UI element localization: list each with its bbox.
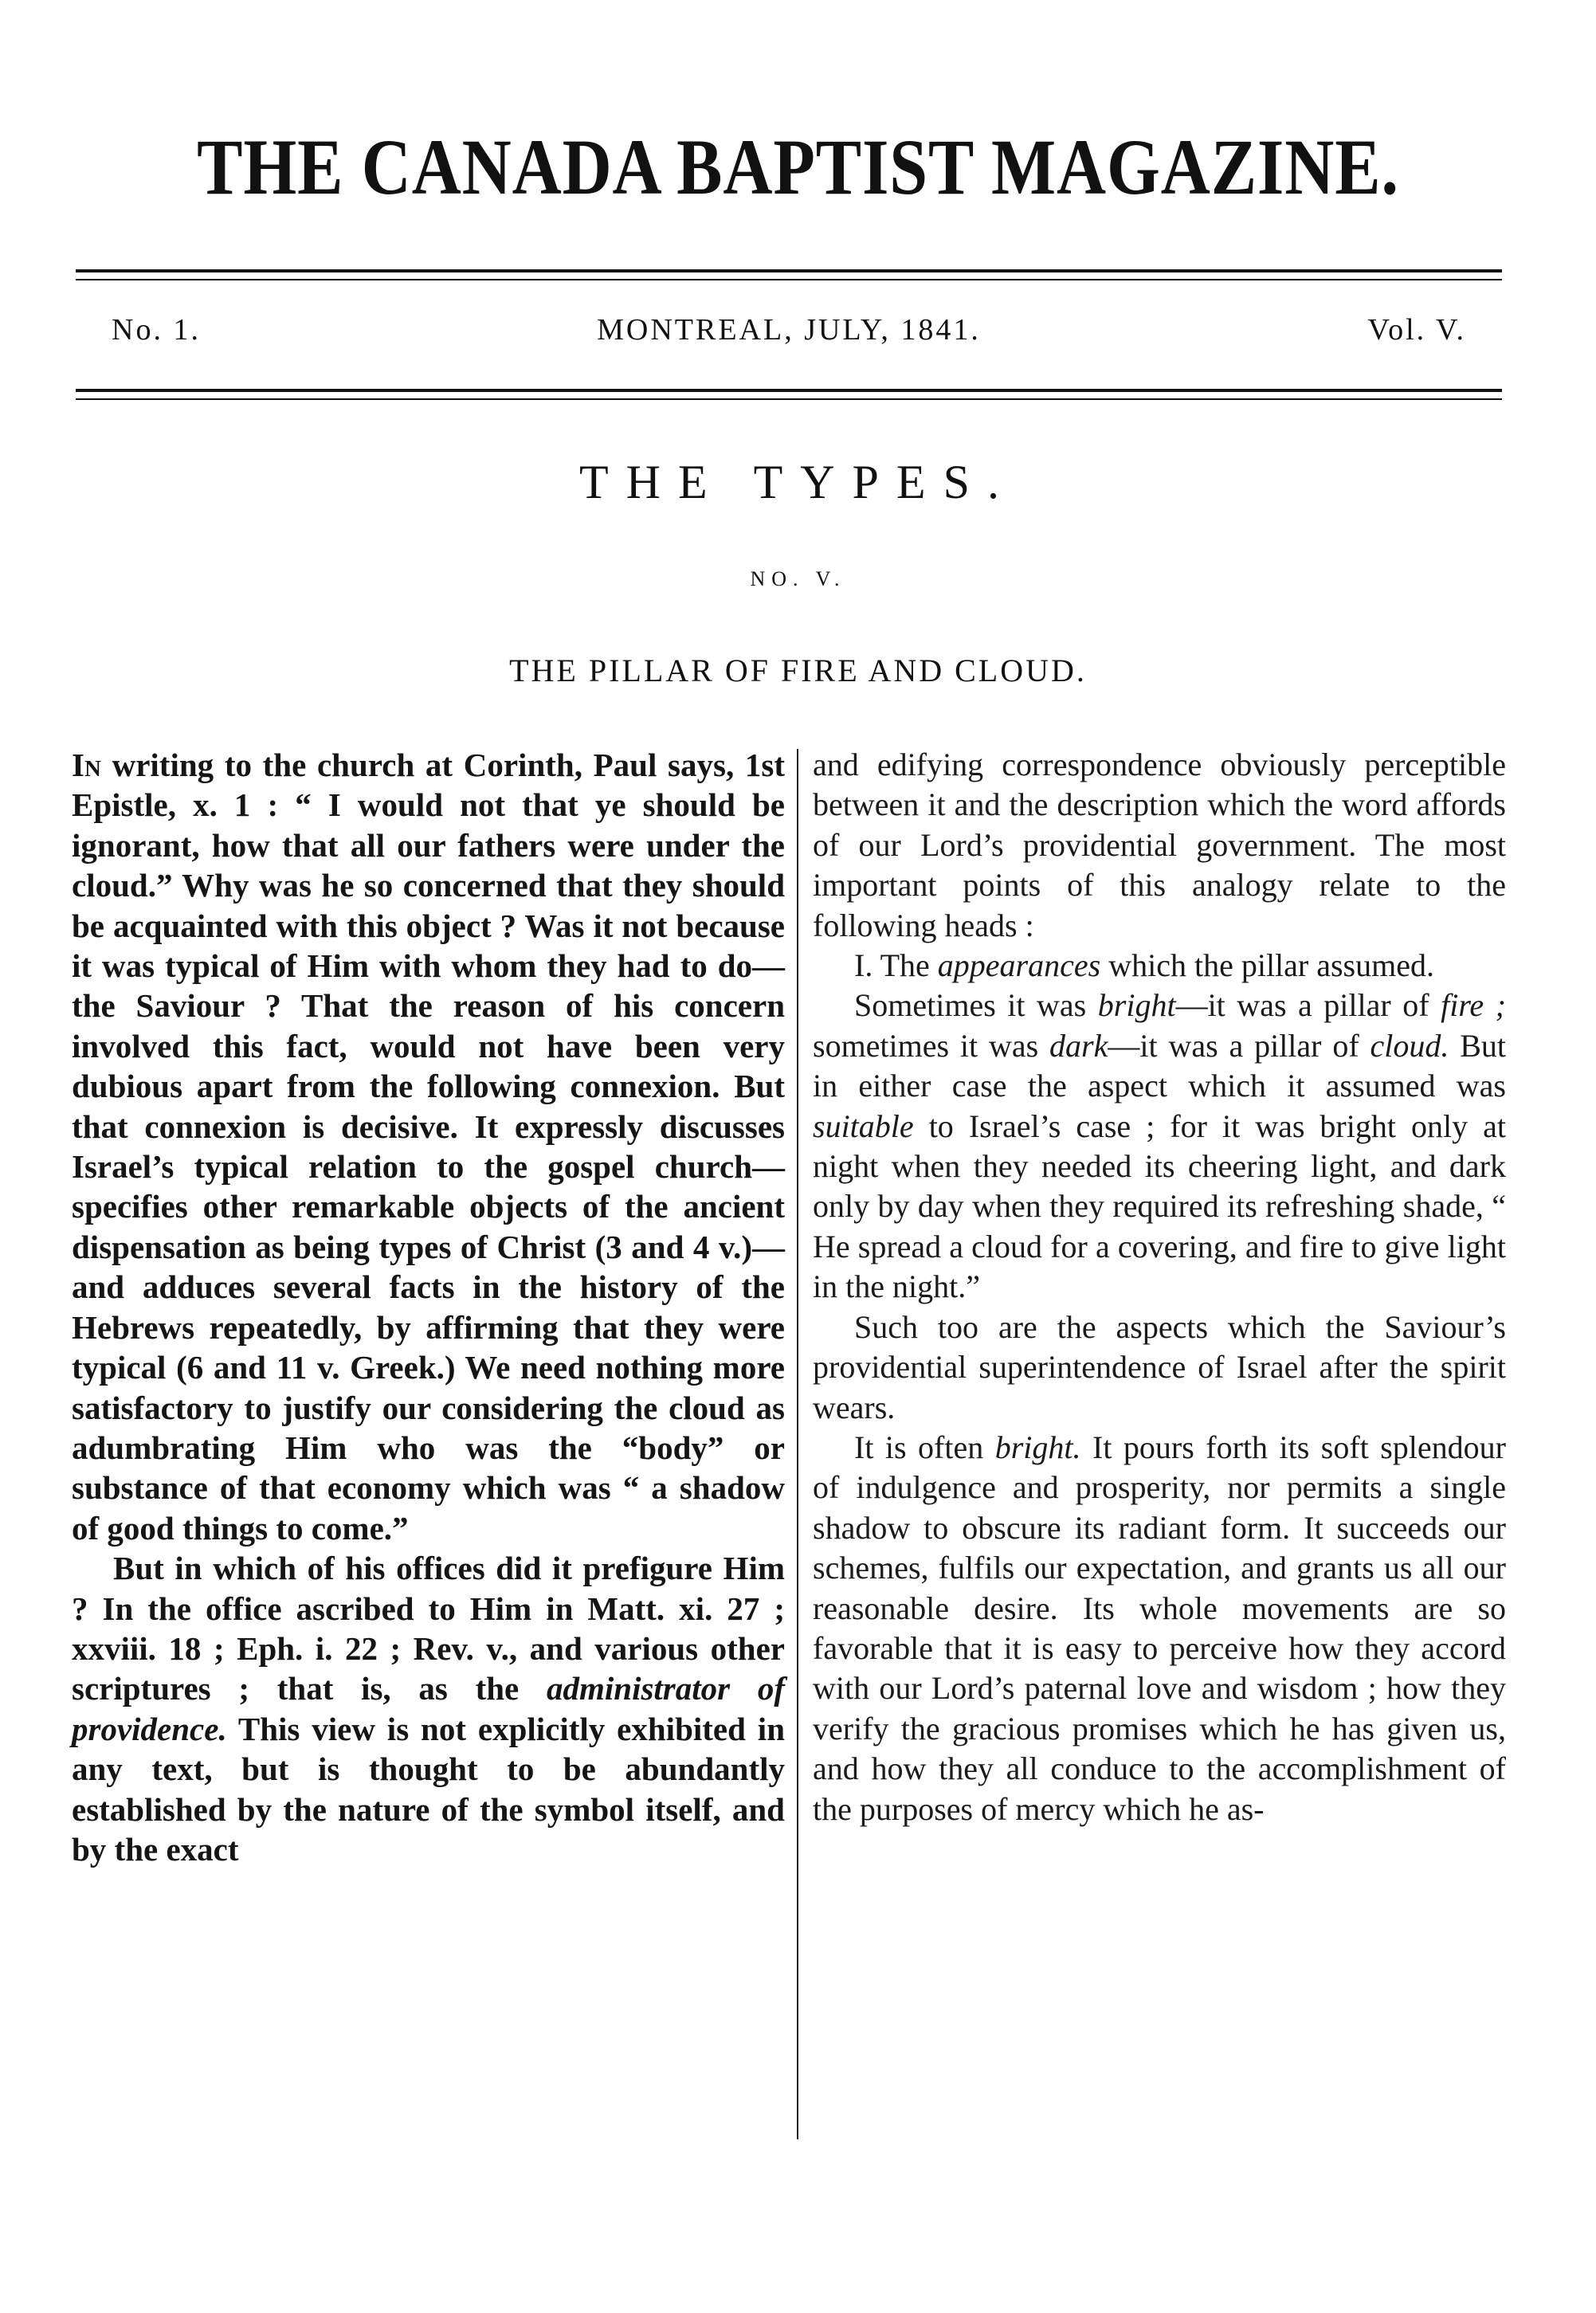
text-run: which the pillar assumed. [1100, 947, 1434, 984]
text-run: But in either case the aspect which it assumed was [813, 1027, 1507, 1104]
issue-number: No. 1. [112, 313, 201, 347]
left-paragraph-1-text: writing to the church at Corinth, Paul says, 1st Epistle, x. 1 : “ I would not that ye should be ignorant, how that all our fathers were under the cloud.” Why was he so concerned that they should be acquainted with this object ? Was it not because it was typical of Him with whom they had to do—the Saviour ? That the reason of his concern involved this fact, would not have been very dubious apart from the following connexion. But that connexion is decisive. It expressly discusses Israel’s typical relation to the gospel church—specifies other remarkable objects of the ancient dispensation as being types of Christ (3 and 4 v.)—and adduces several facts in the history of the Hebrews repeatedly, by affirming that they were typical (6 and 11 v. Greek.) We need nothing more satisfactory to justify our considering the cloud as adumbrating Him who was the “body” or substance of that economy which was “ a shadow of good things to come.” [72, 747, 786, 1547]
emphasis-text: appearances [937, 947, 1101, 984]
article-title: THE TYPES. [579, 456, 1017, 508]
text-run: sometimes it was [813, 1027, 1050, 1064]
article-number: NO. V. [750, 567, 846, 590]
emphasis-text: cloud. [1370, 1027, 1449, 1064]
text-run: This view is not explicitly exhibited in any text, but is thought to be abundantly established by the nature of the symbol itself, and by the exact [72, 1710, 785, 1868]
right-paragraph-3 [813, 986, 1506, 1307]
issue-info-line [112, 312, 1466, 360]
issue-volume: Vol. V. [1367, 313, 1466, 347]
emphasis-text: dark [1049, 1027, 1108, 1064]
magazine-title: THE CANADA BAPTIST MAGAZINE. [197, 123, 1399, 211]
left-paragraph-1 [72, 745, 785, 1548]
right-column [813, 745, 1506, 1829]
text-run: Sometimes it was [854, 987, 1098, 1024]
left-column [72, 745, 785, 1869]
right-paragraph-1: and edifying correspondence obviously perceptible between it and the description which the word affords of our Lord’s providential government. The most important points of this analogy relate to the following heads : [813, 747, 1506, 943]
emphasis-text: fire ; [1441, 987, 1506, 1024]
emphasis-text: bright. [994, 1429, 1081, 1465]
emphasis-text: bright [1097, 987, 1176, 1024]
column-divider [797, 749, 798, 2139]
text-run: —it was a pillar of [1108, 1027, 1371, 1064]
right-paragraph-5 [813, 1428, 1506, 1829]
opening-word: In [72, 747, 101, 783]
right-paragraph-2 [813, 946, 1506, 986]
text-run: —it was a pillar of [1175, 987, 1441, 1024]
issue-place-date: MONTREAL, JULY, 1841. [597, 313, 981, 347]
emphasis-text: administrator of providence. [72, 1670, 785, 1747]
header-rule-top [76, 269, 1502, 280]
text-run: I. The [854, 947, 938, 984]
header-rule-bottom [76, 389, 1502, 400]
article-subtitle: THE PILLAR OF FIRE AND CLOUD. [509, 653, 1087, 688]
text-run: It pours forth its soft splendour of indulgence and prosperity, nor permits a single shadow to obscure its radiant form. It succeeds our schemes, fulfils our expectation, and grants us all our reasonable desire. Its whole movements are so favorable that it is easy to perceive how they accord with our Lord’s paternal love and wisdom ; how they verify the gracious promises which he has given us, and how they all conduce to the accomplishment of the purposes of mercy which he as- [813, 1429, 1506, 1827]
left-paragraph-2 [72, 1548, 785, 1869]
right-paragraph-4: Such too are the aspects which the Saviour’s providential superintendence of Israel after the spirit wears. [813, 1308, 1506, 1425]
text-run: But in which of his offices did it prefigure Him ? In the office ascribed to Him in Matt. xi. 27 ; xxviii. 18 ; Eph. i. 22 ; Rev. v., and various other scriptures ; that is, as the [72, 1550, 785, 1707]
text-run: to Israel’s case ; for it was bright only at night when they needed its cheering light, and dark only by day when they required its refreshing shade, “ He spread a cloud for a covering, and fire to give light in the night.” [813, 1107, 1506, 1305]
emphasis-text: suitable [813, 1107, 914, 1144]
text-run: It is often [854, 1429, 995, 1465]
